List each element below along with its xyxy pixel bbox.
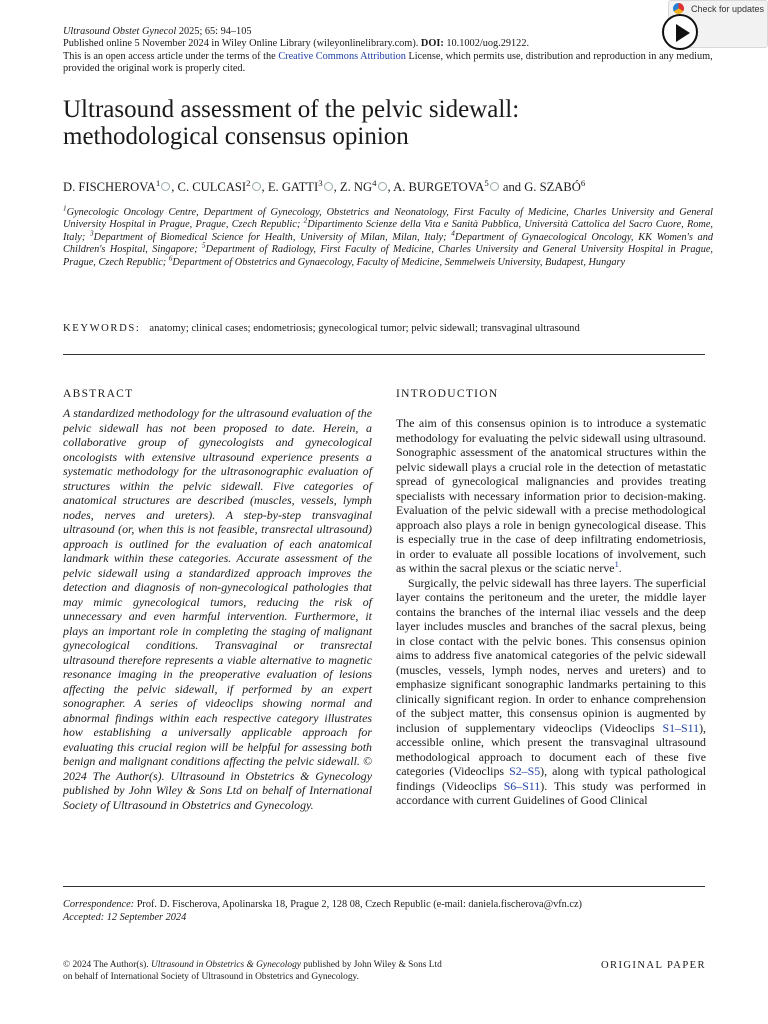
orcid-icon[interactable] <box>161 182 170 191</box>
videoclip-link[interactable]: S1–S11 <box>662 720 700 735</box>
affiliation: Department of Obstetrics and Gynaecology, Faculty of Medicine, Semmelweis University, Budapest, Hungary <box>172 256 626 268</box>
title-line-2: methodological consensus opinion <box>63 123 409 150</box>
copyright-pre: © 2024 The Author(s). <box>63 960 149 970</box>
affiliation: Dipartimento Scienze della Vita e Sanità Pubblica, Università Cattolica del Sacro Cuore, Rome, Italy; <box>63 219 714 243</box>
affil-sup: 6 <box>168 254 173 263</box>
affiliation: Gynecologic Oncology Centre, Department of Gynecology, Obstetrics and Neonatology, First Faculty of Medicine, Charles University and General University Hospital in Prague, Prague, Czech Republic; <box>63 207 713 231</box>
creative-commons-link[interactable]: Creative Commons Attribution <box>278 50 406 62</box>
intro-p1-text: The aim of this consensus opinion is to introduce a systematic methodology for evaluating the pelvic sidewall using ultrasound. Sonographic assessment of the anatomical structures within the pelvic sidewall plays a crucial role in the detection of metastatic spread of gynecological malignancies and provides treating specialists with necessary information prior to decision-making. Evaluation of the pelvic sidewall with a precise methodological approach also plays a role in benign gynecological disease. This is especially true in the case of deep infiltrating endometriosis, in order to evaluate all possible locations of involvement, such as within the sacral plexus or the sciatic nerve <box>396 416 706 575</box>
published-note: Published online 5 November 2024 in Wiley Online Library (wileyonlinelibrary.com). <box>63 38 419 50</box>
author-sup: 5 <box>484 177 489 188</box>
intro-p2-text: Surgically, the pelvic sidewall has three layers. The superficial layer contains the peritoneum and the ureter, the middle layer contains the branches of the internal iliac vessels and the deep layer includes muscles and branches of the sacral plexus, being in close contact with the pelvic bones. This consensus opinion aims to address five anatomical categories of the pelvic sidewall (muscles, vessels, lymph nodes, nerves and ureters) and to emphasize significant sonographic landmarks pertaining to this clinically significant region. In order to enhance comprehension of the subject matter, this consensus opinion is augmented by inclusion of supplementary videoclips (Videoclips <box>396 575 706 735</box>
author-sup: 3 <box>318 177 323 188</box>
author[interactable] <box>267 177 334 194</box>
doi-label: DOI: <box>420 38 444 50</box>
journal-header <box>63 26 713 76</box>
keywords <box>63 322 713 335</box>
accepted-date: Accepted: 12 September 2024 <box>63 912 187 924</box>
author-sep: , <box>171 180 178 194</box>
intro-p2-text: ), accessible online, which present the transvaginal ultrasound methodological approach to document each of these five categories (Videoclips <box>396 720 706 778</box>
author[interactable] <box>177 177 262 194</box>
author-sup: 6 <box>580 177 586 188</box>
divider <box>63 886 705 887</box>
author-sup: 4 <box>372 177 377 188</box>
crossmark-icon <box>673 3 684 14</box>
affiliation: Department of Biomedical Science for Health, University of Milan, Milan, Italy; <box>93 231 452 243</box>
intro-p1-end: . <box>618 561 622 575</box>
title-line-1: Ultrasound assessment of the pelvic sidewall: <box>63 96 520 123</box>
author-list <box>63 177 713 195</box>
author-name: A. BURGETOVA <box>393 180 485 194</box>
journal-meta: 2025; 65: 94–105 <box>178 26 252 37</box>
intro-p2-text: ). This study was performed in accordance with current Guidelines of Good Clinical <box>396 778 707 807</box>
author[interactable] <box>524 177 586 194</box>
journal-abbrev: Ultrasound Obstet Gynecol <box>63 26 177 37</box>
orcid-icon[interactable] <box>324 182 333 191</box>
author[interactable] <box>393 177 500 194</box>
author-sup: 1 <box>155 177 161 188</box>
correspondence-block <box>63 898 713 925</box>
author-sep: , <box>333 180 340 194</box>
intro-paragraph-2 <box>396 576 706 808</box>
author[interactable] <box>339 177 388 194</box>
divider <box>63 354 705 355</box>
author-sep: and <box>499 180 525 194</box>
license-note <box>63 51 713 76</box>
play-triangle <box>676 24 690 42</box>
author[interactable] <box>63 177 171 194</box>
author-name: Z. NG <box>339 180 373 194</box>
publication-line <box>63 38 713 50</box>
citation-line <box>63 26 713 38</box>
license-text-pre: This is an open access article under the terms of the <box>63 50 276 62</box>
affil-sup: 4 <box>451 229 455 238</box>
videoclip-link[interactable]: S6–S11 <box>503 778 541 793</box>
keywords-label: KEYWORDS: <box>63 323 141 334</box>
orcid-icon[interactable] <box>252 182 261 191</box>
affil-sup: 2 <box>303 216 308 225</box>
correspondence-text: Prof. D. Fischerova, Apolinarska 18, Prague 2, 128 08, Czech Republic (e-mail: daniela.fischerova@vfn.cz) <box>136 899 582 910</box>
affil-sup: 3 <box>90 229 94 238</box>
copyright-post: published by John Wiley & Sons Ltd <box>303 960 442 970</box>
author-sup: 2 <box>246 177 251 188</box>
article-type-label: ORIGINAL PAPER <box>600 960 706 971</box>
license-text-post: License, which permits use, distribution and reproduction in any medium, provided the original work is properly cited. <box>63 50 713 75</box>
article-title <box>63 96 713 150</box>
videoclip-link[interactable]: S2–S5 <box>509 764 541 778</box>
play-icon[interactable] <box>662 14 698 50</box>
abstract-heading: ABSTRACT <box>63 388 134 400</box>
copyright-line-2: on behalf of International Society of Ultrasound in Obstetrics and Gynecology. <box>63 971 359 982</box>
author-name: D. FISCHEROVA <box>63 180 156 194</box>
affil-sup: 1 <box>63 204 67 213</box>
author-sep: , <box>387 180 394 194</box>
author-name: E. GATTI <box>267 180 319 194</box>
intro-p2-text: ), along with typical pathological findings (Videoclips <box>396 764 706 793</box>
introduction-text <box>396 416 706 808</box>
intro-paragraph-1 <box>396 416 706 576</box>
affiliation: Department of Gynaecological Oncology, KK Women's and Children's Hospital, Singapore; <box>63 231 713 256</box>
correspondence-label: Correspondence: <box>63 899 135 910</box>
keywords-text: anatomy; clinical cases; endometriosis; gynecological tumor; pelvic sidewall; transvaginal ultrasound <box>149 323 580 334</box>
doi-value[interactable]: 10.1002/uog.29122. <box>446 38 530 50</box>
orcid-icon[interactable] <box>378 182 387 191</box>
correspondence <box>63 898 713 911</box>
author-sep: , <box>261 180 268 194</box>
abstract-text: A standardized methodology for the ultrasound evaluation of the pelvic sidewall has not been proposed to date. Herein, a collaborative group of gynecologists and gynecological oncologists with extensive ultrasound experience presents a systematic methodology for the ultrasonographic evaluation of structures within the pelvic sidewall. Five categories of anatomical structures are described (muscles, vessels, lymph nodes, nerves and ureters). A step-by-step transvaginal ultrasound (or, when this is not feasible, transrectal ultrasound) approach is outlined for the evaluation of each anatomical landmark within these categories. Accurate assessment of the pelvic sidewall using a standardized approach improves the detection and diagnosis of non-gynecological pathologies that may mimic gynecological tumors, reducing the risk of unnecessary and even harmful intervention. Furthermore, it plays an important role in completing the staging of malignant gynecological conditions. Transvaginal or transrectal ultrasound therefore represents a viable alternative to magnetic resonance imaging in the preoperative evaluation of lesions affecting the pelvic sidewall, if performed by an expert sonographer. A series of videoclips showing normal and abnormal findings within each respective category illustrates how establishing a universally applicable approach for evaluating this crucial region will be helpful for assessing both benign and malignant conditions affecting the pelvic sidewall. © 2024 The Author(s). Ultrasound in Obstetrics & Gynecology published by John Wiley & Sons Ltd on behalf of International Society of Ultrasound in Obstetrics and Gynecology. <box>63 406 372 812</box>
affil-sup: 5 <box>202 241 206 250</box>
introduction-heading: INTRODUCTION <box>396 388 499 400</box>
orcid-icon[interactable] <box>490 182 499 191</box>
copyright-notice <box>63 960 543 983</box>
author-name: C. CULCASI <box>177 180 247 194</box>
author-name: G. SZABÓ <box>524 180 581 194</box>
affiliations <box>63 204 714 269</box>
check-updates-label: Check for updates <box>691 4 765 14</box>
copyright-journal: Ultrasound in Obstetrics & Gynecology <box>150 960 301 970</box>
affiliation: Department of Radiology, First Faculty of Medicine, Charles University and General University Hospital in Prague, Prague, Czech Republic; <box>63 244 713 268</box>
reference-link[interactable]: 1 <box>614 560 619 570</box>
